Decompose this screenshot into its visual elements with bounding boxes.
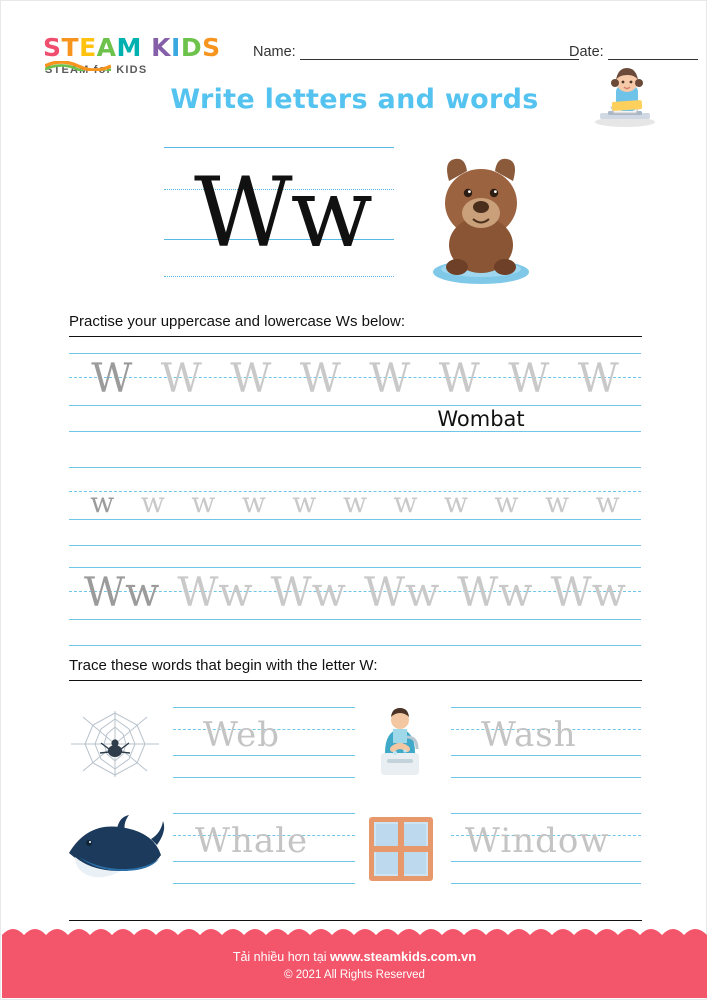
word-cell-whale[interactable]: [173, 813, 355, 885]
trace-glyph: Ww: [177, 570, 253, 616]
trace-glyph: W: [577, 356, 619, 402]
showcase-line-descender: [164, 276, 394, 277]
rule-base: [173, 755, 355, 756]
bottom-divider: [69, 920, 642, 921]
lowercase-glyph-row: [69, 477, 641, 529]
trace-glyph: w: [342, 486, 367, 519]
rule-base: [69, 405, 641, 406]
trace-word: Web: [203, 715, 281, 755]
page-title: Write letters and words: [170, 84, 539, 115]
trace-glyph: w: [140, 486, 165, 519]
trace-glyph: W: [230, 356, 272, 402]
rule-base: [451, 861, 641, 862]
date-field[interactable]: [569, 44, 698, 60]
trace-glyph: w: [595, 486, 620, 519]
practice-row-uppercase[interactable]: [69, 353, 641, 415]
rule-extra: [69, 645, 641, 646]
trace-glyph: w: [90, 486, 115, 519]
rule-top: [173, 813, 355, 814]
trace-glyph: w: [292, 486, 317, 519]
date-input-line[interactable]: [608, 46, 698, 60]
showcase-line-top: [164, 147, 394, 148]
instruction-practise: Practise your uppercase and lowercase Ws below:: [69, 313, 642, 337]
trace-glyph: w: [393, 486, 418, 519]
trace-glyph: W: [438, 356, 480, 402]
mixed-glyph-row: [69, 567, 641, 619]
footer-prefix: Tải nhiều hơn tại: [232, 950, 330, 964]
trace-glyph: Ww: [457, 570, 533, 616]
uppercase-glyph-row: [69, 353, 641, 405]
rule-extra: [69, 545, 641, 546]
showcase-letter: Ww: [194, 157, 371, 269]
rule-top: [173, 707, 355, 708]
rule-descender: [451, 883, 641, 884]
name-input-line[interactable]: [300, 46, 579, 60]
page-footer: [2, 936, 707, 998]
washing-hands-icon: [363, 707, 437, 781]
whale-icon: [61, 813, 165, 885]
trace-word: Wash: [481, 715, 577, 755]
rule-top: [451, 813, 641, 814]
rule-descender: [173, 777, 355, 778]
scallop-edge: [2, 927, 707, 939]
rule-top: [451, 707, 641, 708]
practice-row-mixed[interactable]: [69, 567, 641, 629]
brand-logo: [43, 35, 228, 76]
name-label: Name:: [253, 44, 296, 60]
footer-site-line: [2, 949, 707, 964]
footer-copyright: © 2021 All Rights Reserved: [284, 969, 425, 981]
girl-reading-icon: [586, 67, 664, 129]
trace-word: Window: [465, 821, 610, 861]
trace-glyph: w: [191, 486, 216, 519]
showcase-word: Wombat: [437, 407, 525, 431]
rule-top: [69, 467, 641, 468]
word-cell-wash[interactable]: [451, 707, 641, 779]
spiderweb-icon: [69, 709, 161, 779]
rule-descender: [451, 777, 641, 778]
trace-glyph: Ww: [270, 570, 346, 616]
trace-glyph: w: [444, 486, 468, 519]
wombat-icon: [411, 141, 551, 301]
trace-glyph: W: [369, 356, 411, 402]
rule-descender: [173, 883, 355, 884]
brand-swoosh-icon: [45, 61, 111, 71]
practice-row-lowercase[interactable]: [69, 467, 641, 529]
name-field[interactable]: [253, 44, 579, 60]
rule-base: [69, 619, 641, 620]
big-letter-box: [164, 147, 394, 279]
trace-glyph: W: [299, 356, 341, 402]
word-cell-window[interactable]: [451, 813, 641, 885]
trace-glyph: w: [494, 486, 519, 519]
date-label: Date:: [569, 44, 604, 60]
word-cell-web[interactable]: [173, 707, 355, 779]
trace-glyph: W: [160, 356, 202, 402]
rule-base: [173, 861, 355, 862]
window-icon: [367, 815, 435, 883]
trace-glyph: w: [241, 486, 266, 519]
trace-glyph: W: [508, 356, 550, 402]
trace-word: Whale: [195, 821, 309, 861]
instruction-trace-words: Trace these words that begin with the letter W:: [69, 657, 642, 681]
rule-base: [451, 755, 641, 756]
trace-glyph: Ww: [83, 570, 160, 616]
trace-glyph: W: [91, 356, 133, 402]
trace-glyph: w: [545, 486, 570, 519]
trace-glyph: Ww: [550, 570, 626, 616]
footer-site-url[interactable]: www.steamkids.com.vn: [329, 949, 477, 964]
brand-name: STEAM KIDS: [43, 33, 221, 62]
trace-glyph: Ww: [363, 570, 440, 616]
rule-extra: [69, 431, 641, 432]
brand-tagline: STEAM for KIDS: [45, 64, 148, 76]
